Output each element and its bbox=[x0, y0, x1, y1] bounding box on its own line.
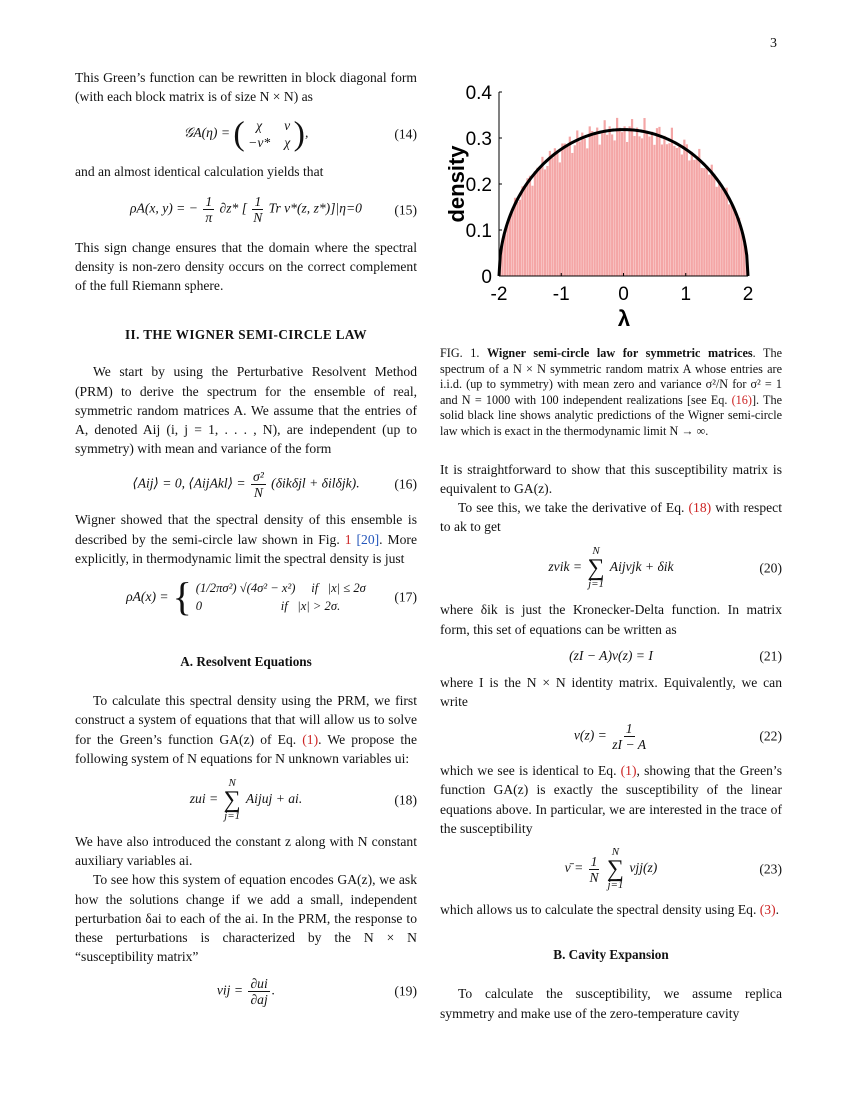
sum-upper: N bbox=[611, 846, 620, 858]
frac-num: ∂ui bbox=[250, 975, 268, 991]
equation-link[interactable]: (16) bbox=[731, 392, 752, 407]
caption-end: ]. The solid black line shows analytic predictions of the Wigner semi-circle law which is exact in the thermodynamic limit N → ∞. bbox=[440, 392, 782, 438]
equation-23: ν̄ = $\frac{1}{N}$ N ∑ j=1 νjj(z) (23) bbox=[564, 846, 782, 891]
case-row: 0 if |x| > 2σ. bbox=[195, 599, 341, 614]
histogram-bar bbox=[641, 138, 643, 276]
text: To calculate this spectral density using the PRM, we first construct a system of equations that that will allow us to solve for the Green’s function GA(z) of Eq. bbox=[75, 693, 417, 747]
histogram-bar bbox=[711, 165, 713, 276]
subsection-heading: A. Resolvent Equations bbox=[180, 654, 312, 670]
subsection-heading: B. Cavity Expansion bbox=[553, 947, 669, 963]
equation-link[interactable]: (3) bbox=[759, 902, 776, 917]
histogram-bar bbox=[519, 200, 521, 276]
equation-21 bbox=[440, 639, 782, 673]
histogram-bar bbox=[586, 148, 588, 276]
histogram-bar bbox=[549, 151, 551, 276]
histogram-bar bbox=[653, 145, 655, 276]
histogram-bar bbox=[728, 204, 730, 276]
text: which we see is identical to Eq. bbox=[440, 763, 617, 779]
histogram-bar bbox=[564, 144, 566, 276]
eq-lhs: ν̄ = bbox=[564, 860, 584, 876]
histogram-bar bbox=[569, 137, 571, 276]
text: . We propose the following system of N equations for N unknown variables ui: bbox=[75, 731, 418, 766]
eq-lhs: 𝒢A(η) = bbox=[183, 125, 230, 141]
histogram-bar bbox=[504, 234, 506, 276]
eq-lhs: νij = bbox=[216, 982, 244, 998]
histogram-bar bbox=[599, 145, 601, 276]
histogram-bar bbox=[606, 135, 608, 276]
paragraph: where δik is just the Kronecker-Delta function. In matrix form, this set of equations can be written as bbox=[440, 602, 782, 637]
equation-19 bbox=[75, 966, 417, 1016]
text: with respect to ak to get bbox=[440, 499, 782, 535]
histogram-bar bbox=[566, 146, 568, 276]
histogram-bar bbox=[609, 126, 611, 276]
histogram-bar bbox=[516, 202, 518, 276]
text: , showing that the Green’s function GA(z) is exactly the susceptibility of the linear equations above. In particular, we are interested in the trace of the susceptibility bbox=[440, 763, 782, 836]
text: . More explicitly, in thermodynamic limit the spectral density is just bbox=[75, 531, 417, 566]
frac-den: N bbox=[253, 484, 263, 500]
histogram-bar bbox=[703, 168, 705, 276]
histogram-bar bbox=[559, 162, 561, 276]
x-tick-label: -2 bbox=[490, 284, 508, 305]
eq-tail: . bbox=[271, 982, 276, 998]
histogram-bar bbox=[688, 160, 690, 276]
semicircle-chart bbox=[440, 70, 782, 340]
histogram-bar bbox=[509, 214, 511, 276]
y-tick-label: 0 bbox=[481, 267, 492, 288]
y-tick-label: 0.2 bbox=[465, 175, 492, 196]
histogram-bar bbox=[701, 168, 703, 276]
frac-den: N bbox=[253, 210, 263, 226]
frac-den: π bbox=[205, 210, 213, 226]
histogram-bar bbox=[544, 169, 546, 276]
histogram-bar bbox=[621, 132, 623, 276]
histogram-bar bbox=[628, 126, 630, 276]
histogram-bar bbox=[554, 148, 556, 276]
right-column bbox=[440, 346, 782, 1023]
eq-lhs: ρA(x, y) = − bbox=[130, 200, 198, 216]
frac-den: zI − A bbox=[612, 736, 647, 752]
equation-20: zνik = N ∑ j=1 Aijνjk + δik (20) bbox=[548, 545, 782, 591]
equation-14: 𝒢A(η) = ( χ ν −ν* χ ), (14) bbox=[183, 115, 417, 153]
histogram-bar bbox=[539, 168, 541, 276]
equation-number: (15) bbox=[394, 202, 417, 218]
equation-number: (22) bbox=[759, 728, 782, 744]
frac-num: 1 bbox=[254, 194, 262, 210]
histogram-bar bbox=[668, 143, 670, 276]
histogram-bar bbox=[713, 174, 715, 276]
histogram-bar bbox=[611, 134, 613, 276]
histogram-bar bbox=[596, 128, 598, 276]
paragraph: To calculate the susceptibility, we assume replica symmetry and make use of the zero-temperature cavity bbox=[440, 986, 782, 1021]
paragraph: It is straightforward to show that this susceptibility matrix is equivalent to GA(z). bbox=[440, 461, 782, 496]
eq-body: (zI − A)ν(z) = I bbox=[569, 648, 653, 664]
figure-link[interactable]: 1 bbox=[344, 531, 352, 547]
histogram-bar bbox=[574, 145, 576, 276]
paragraph: and an almost identical calculation yields that bbox=[75, 164, 324, 180]
histogram-bar bbox=[736, 217, 738, 276]
histogram-bar bbox=[656, 128, 658, 276]
histogram-bar bbox=[589, 126, 591, 276]
text: . bbox=[775, 902, 780, 917]
citation-link[interactable]: [20] bbox=[356, 531, 380, 547]
equation-number: (19) bbox=[394, 983, 417, 999]
histogram-bar bbox=[636, 128, 638, 276]
y-tick-label: 0.3 bbox=[465, 129, 492, 150]
eq-rhs: νjj(z) bbox=[629, 860, 658, 876]
equation-number: (18) bbox=[394, 792, 417, 808]
y-tick-label: 0.1 bbox=[465, 221, 492, 242]
histogram-bar bbox=[601, 132, 603, 276]
histogram-bar bbox=[708, 175, 710, 276]
histogram-bar bbox=[638, 136, 640, 276]
frac-den: ∂aj bbox=[250, 991, 268, 1007]
sum-upper: N bbox=[592, 545, 600, 558]
equation-link[interactable]: (1) bbox=[302, 731, 319, 747]
y-ticks bbox=[466, 83, 502, 288]
histogram-bar bbox=[626, 142, 628, 276]
histogram-bar bbox=[643, 118, 645, 276]
histogram-bar bbox=[706, 166, 708, 276]
y-tick-label: 0.4 bbox=[465, 83, 492, 104]
paragraph bbox=[440, 498, 782, 536]
matrix-entry: χ bbox=[256, 118, 263, 134]
histogram-bar bbox=[534, 171, 536, 276]
caption-body: . The spectrum of a N × N symmetric random matrix A whose entries are i.i.d. (up to symmetry) with mean zero and variance σ²/N for σ² = 1 and N = 1000 with 100 independent realizations [see Eq. bbox=[440, 346, 782, 407]
histogram-bar bbox=[671, 128, 673, 276]
histogram-bar bbox=[676, 148, 678, 276]
histogram-bar bbox=[604, 120, 606, 276]
equation-number: (14) bbox=[394, 126, 417, 142]
equation-number: (17) bbox=[394, 589, 417, 605]
equation-22 bbox=[440, 711, 782, 761]
paragraph: This sign change ensures that the domain where the spectral density is non-zero density occurs on the correct complement of the full Riemann sphere. bbox=[75, 239, 417, 294]
paragraph: We start by using the Perturbative Resolvent Method (PRM) to derive the spectrum for the ensemble of real, symmetric random matrices A. We assume that the entries of A, denoted Aij (i, j = 1, . . . , N), are independent (up to symmetry) with mean and variance of the form bbox=[75, 364, 417, 457]
histogram-bar bbox=[716, 187, 718, 276]
sum-lower: j=1 bbox=[224, 810, 241, 823]
sum-lower: j=1 bbox=[588, 578, 605, 591]
x-axis-label: λ bbox=[617, 306, 631, 331]
histogram-bar bbox=[691, 152, 693, 276]
equation-17: ρA(x) = { (1/2πσ²) √(4σ² − x²) if |x| ≤ 2σ 0 if |x| > 2σ. (17) bbox=[126, 574, 417, 620]
section-heading: II. THE WIGNER SEMI-CIRCLE LAW bbox=[125, 327, 367, 343]
histogram-bar bbox=[658, 127, 660, 276]
paragraph: We have also introduced the constant z along with N constant auxiliary variables ai. bbox=[75, 834, 417, 869]
histogram-bar bbox=[696, 158, 698, 276]
histogram-bar bbox=[624, 126, 626, 276]
sum-lower: j=1 bbox=[607, 879, 624, 891]
eq-lhs: zui = bbox=[189, 791, 219, 807]
histogram-bar bbox=[576, 130, 578, 276]
equation-link[interactable]: (1) bbox=[620, 763, 637, 779]
histogram-bar bbox=[683, 140, 685, 276]
histogram-bar bbox=[733, 208, 735, 276]
paragraph: To see how this system of equation encodes GA(z), we ask how the solutions change if we add a small, independent perturbation δai to each of the ai. In the PRM, the response to these perturbations is characterized by the N × N “susceptibility matrix” bbox=[75, 872, 417, 965]
histogram-bar bbox=[521, 186, 523, 276]
eq-rhs: Aijνjk + δik bbox=[609, 559, 674, 575]
histogram-bar bbox=[584, 139, 586, 276]
histogram-bar bbox=[594, 135, 596, 276]
equation-15 bbox=[75, 182, 417, 238]
equation-number: (23) bbox=[759, 861, 782, 877]
histogram-bar bbox=[633, 136, 635, 276]
histogram-bar bbox=[648, 137, 650, 276]
histogram-bar bbox=[551, 158, 553, 276]
text: which allows us to calculate the spectral density using Eq. bbox=[440, 902, 757, 917]
histogram-bar bbox=[546, 166, 548, 276]
paragraph: This Green’s function can be rewritten in block diagonal form (with each block matrix is of size N × N) as bbox=[75, 70, 417, 105]
frac-num: 1 bbox=[590, 853, 598, 869]
matrix-entry: ν bbox=[284, 118, 291, 134]
histogram-bar bbox=[723, 189, 725, 276]
histogram-bar bbox=[614, 140, 616, 276]
histogram-bar bbox=[619, 128, 621, 276]
paragraph bbox=[75, 510, 417, 568]
paragraph: where I is the N × N identity matrix. Equivalently, we can write bbox=[440, 674, 782, 709]
eq-lhs: zνik = bbox=[548, 559, 583, 575]
histogram-bar bbox=[686, 144, 688, 276]
histogram-bar bbox=[678, 144, 680, 276]
histogram-bar bbox=[616, 118, 618, 276]
y-axis-label: density bbox=[444, 145, 469, 223]
frac-num: σ² bbox=[252, 468, 264, 484]
case-row: (1/2πσ²) √(4σ² − x²) if |x| ≤ 2σ bbox=[195, 581, 366, 596]
histogram-bar bbox=[529, 176, 531, 276]
eq-lhs: ν(z) = bbox=[573, 727, 607, 743]
histogram-bar bbox=[556, 151, 558, 276]
histogram-bar bbox=[631, 119, 633, 276]
paragraph bbox=[440, 900, 782, 919]
frac-num: 1 bbox=[205, 194, 213, 210]
caption-prefix: FIG. 1. bbox=[440, 346, 487, 360]
left-column bbox=[75, 68, 417, 1016]
matrix-entry: −ν* bbox=[248, 135, 271, 151]
x-tick-label: 2 bbox=[742, 284, 754, 305]
x-tick-label: 0 bbox=[618, 284, 629, 305]
equation-number: (16) bbox=[394, 476, 417, 492]
histogram-bar bbox=[681, 155, 683, 276]
histogram-bar bbox=[506, 222, 508, 276]
histogram-bar bbox=[731, 206, 733, 276]
text: To see this, we take the derivative of Eq. bbox=[458, 499, 685, 515]
histogram-bar bbox=[524, 188, 526, 276]
eq-rhs: Aijuj + ai. bbox=[245, 791, 303, 807]
histogram-bar bbox=[646, 133, 648, 276]
histogram-bar bbox=[651, 132, 653, 276]
histogram-bar bbox=[673, 146, 675, 276]
paragraph bbox=[75, 691, 417, 768]
x-ticks bbox=[491, 273, 754, 305]
page-number: 3 bbox=[770, 36, 777, 51]
figure-caption bbox=[440, 346, 782, 440]
x-tick-label: 1 bbox=[680, 284, 692, 305]
eq-rhs: Tr ν*(z, z*)]|η=0 bbox=[268, 200, 362, 216]
equation-16 bbox=[75, 458, 417, 510]
histogram-bar bbox=[571, 153, 573, 276]
eq-lhs: ⟨Aij⟩ = 0, ⟨AijAkl⟩ = bbox=[132, 475, 246, 491]
histogram-bar bbox=[591, 131, 593, 276]
caption-title: Wigner semi-circle law for symmetric matrices bbox=[486, 346, 753, 360]
histogram-bar bbox=[721, 189, 723, 276]
equation-number: (21) bbox=[759, 648, 782, 664]
histogram-bar bbox=[541, 157, 543, 276]
histogram-bar bbox=[726, 188, 728, 276]
histogram-bar bbox=[581, 133, 583, 276]
histogram-bar bbox=[536, 168, 538, 276]
eq-tail: , bbox=[304, 125, 309, 141]
equation-18: zui = N ∑ j=1 Aijuj + ai. (18) bbox=[189, 777, 417, 823]
paragraph bbox=[440, 761, 782, 838]
frac-num: 1 bbox=[625, 720, 633, 736]
eq-mid: ∂z* [ bbox=[219, 200, 248, 216]
histogram-bar bbox=[718, 180, 720, 276]
eq-lhs: ρA(x) = bbox=[126, 589, 169, 605]
histogram-bar bbox=[661, 144, 663, 276]
histogram-bar bbox=[514, 198, 516, 276]
histogram-bar bbox=[561, 143, 563, 276]
frac-den: N bbox=[589, 869, 599, 885]
sum-upper: N bbox=[228, 777, 236, 790]
histogram-bar bbox=[511, 210, 513, 276]
histogram-bar bbox=[579, 141, 581, 276]
eq-rhs: (δikδjl + δilδjk). bbox=[271, 475, 360, 491]
x-tick-label: -1 bbox=[552, 284, 570, 305]
histogram-bar bbox=[526, 178, 528, 276]
matrix-entry: χ bbox=[284, 135, 291, 151]
histogram-bar bbox=[666, 144, 668, 276]
histogram-bar bbox=[693, 160, 695, 276]
equation-link[interactable]: (18) bbox=[688, 499, 712, 515]
histogram-bar bbox=[698, 149, 700, 276]
histogram-bars bbox=[499, 118, 748, 276]
histogram-bar bbox=[663, 136, 665, 276]
equation-number: (20) bbox=[759, 560, 782, 576]
histogram-bar bbox=[531, 186, 533, 276]
text: Wigner showed that the spectral density of this ensemble is described by the semi-circle law shown in Fig. bbox=[75, 512, 417, 547]
